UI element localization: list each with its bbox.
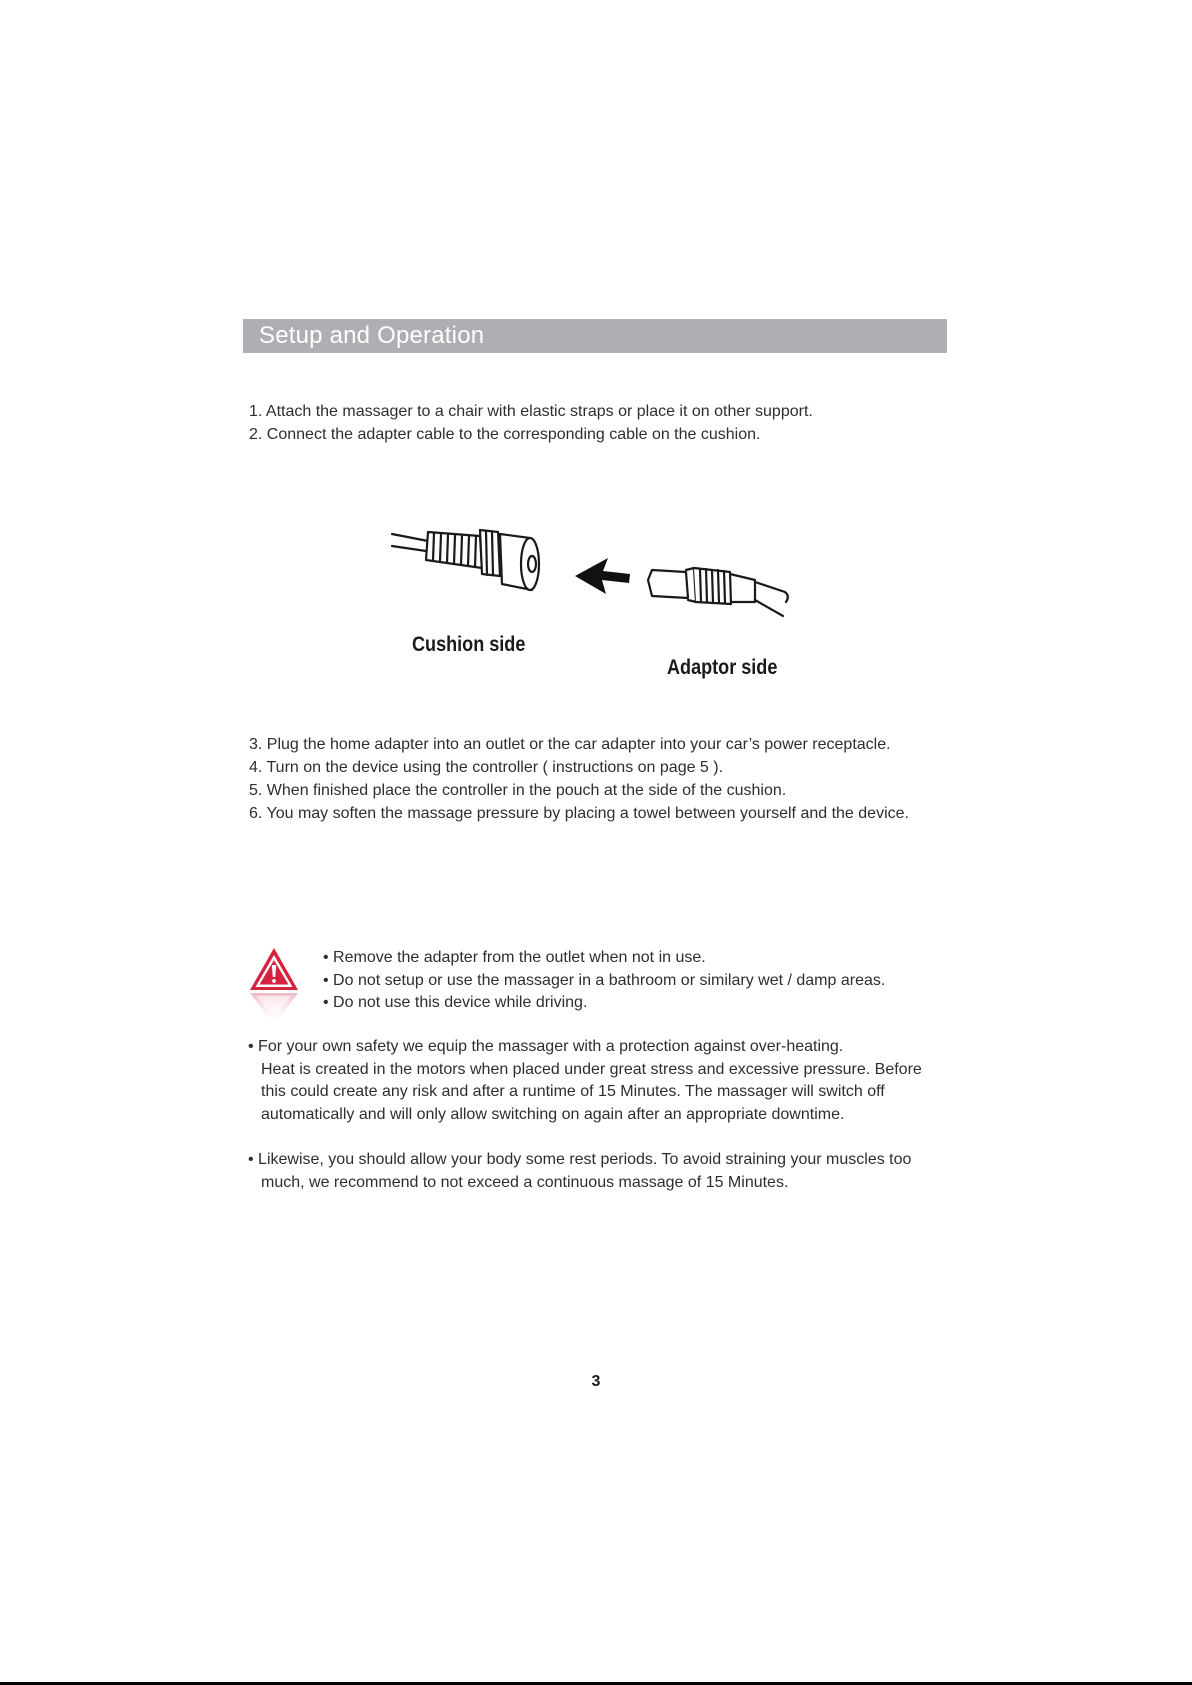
paragraph-line: automatically and will only allow switching on again after an appropriate downtime.: [261, 1105, 845, 1123]
step-item: 6. You may soften the massage pressure by placing a towel between yourself and the device.: [249, 805, 909, 822]
cushion-side-label: Cushion side: [412, 633, 526, 656]
step-item: 5. When finished place the controller in the pouch at the side of the cushion.: [249, 782, 787, 799]
setup-steps-part2: [249, 733, 909, 825]
paragraph-line: • Likewise, you should allow your body some rest periods. To avoid straining your muscles too: [248, 1151, 912, 1168]
warning-item: • Do not setup or use the massager in a bathroom or similary wet / damp areas.: [323, 971, 886, 989]
warning-item: • Do not use this device while driving.: [323, 994, 588, 1011]
adaptor-side-label: Adaptor side: [667, 656, 778, 679]
section-header: [243, 319, 947, 353]
setup-steps-part1: [249, 400, 813, 446]
warning-list: [323, 947, 885, 1015]
step-item: 3. Plug the home adapter into an outlet or the car adapter into your car’s power receptacle.: [249, 736, 891, 753]
paragraph-line: • For your own safety we equip the massager with a protection against over-heating.: [248, 1038, 844, 1055]
adaptor-plug-icon: [648, 568, 788, 616]
step-item: 1. Attach the massager to a chair with elastic straps or place it on other support.: [249, 403, 813, 420]
paragraph-line: much, we recommend to not exceed a continuous massage of 15 Minutes.: [261, 1173, 789, 1191]
rest-period-paragraph: [248, 1149, 953, 1194]
arrow-left-icon: [575, 558, 630, 594]
step-item: 2. Connect the adapter cable to the corresponding cable on the cushion.: [249, 426, 761, 443]
section-title: Setup and Operation: [259, 322, 485, 349]
step-item: 4. Turn on the device using the controller ( instructions on page 5 ).: [249, 759, 724, 776]
paragraph-line: this could create any risk and after a runtime of 15 Minutes. The massager will switch off: [261, 1083, 885, 1100]
warning-triangle-icon: [248, 946, 300, 1028]
overheat-protection-paragraph: [248, 1036, 953, 1126]
warning-item: • Remove the adapter from the outlet when not in use.: [323, 949, 706, 966]
cushion-connector-icon: [392, 530, 539, 590]
paragraph-line: Heat is created in the motors when placed under great stress and excessive pressure. Before: [261, 1060, 922, 1078]
page-number: 3: [591, 1373, 601, 1390]
